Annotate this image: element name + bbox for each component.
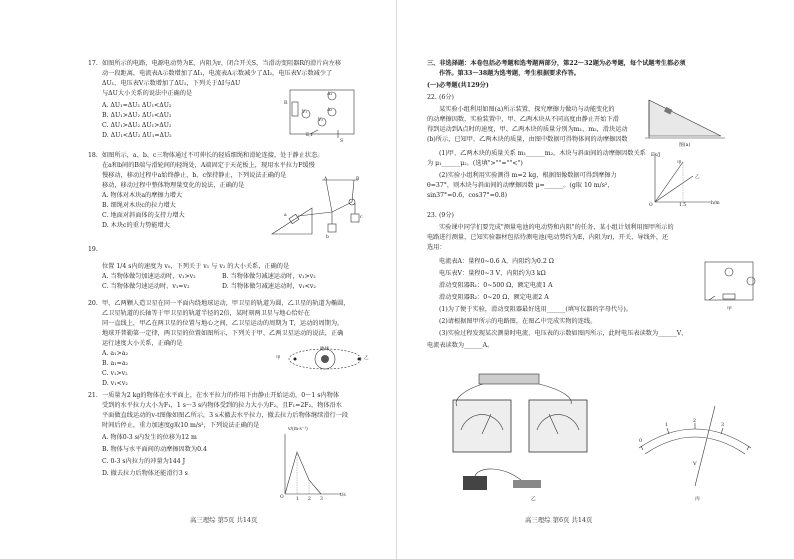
fig-label: h/m xyxy=(711,201,720,206)
q21-option-b: B. 物体与水平面间的动摩擦因数为0.4 xyxy=(102,446,207,453)
q23-equipment: 电压表V：量程0~3 V，内阻约为3 kΩ xyxy=(439,270,546,277)
fig-label: 2 xyxy=(308,497,311,502)
q22-score: (6分) xyxy=(439,94,454,101)
q22-item2c: sin37°=0.6，cos37°=0.8) xyxy=(427,192,508,199)
q23-number: 23. xyxy=(427,212,437,219)
q23-item3: (3)实验过程发现某次测量时电流、电压表的示数如图丙所示，此时电压表读数为______V， xyxy=(439,330,688,337)
fig-label: 1.5 xyxy=(679,203,687,208)
q18-line: 在a和b间的B端与滑轮间的轻绳处，A端固定于天花板上，现用水平拉力F缓慢 xyxy=(102,162,315,169)
block-c-icon xyxy=(351,214,359,222)
q20-option-a: A. a₁>a₂ xyxy=(102,350,128,357)
q18-line: 移动，移动过程中整体物理量变化的说法，正确的是 xyxy=(102,182,245,189)
q21-option-a: A. 物体0-3 s内发生的位移为12 m xyxy=(102,434,197,441)
q22-line: (b)所示，已知甲、乙两木块的质量，由图中数据可得物体间的动摩擦因数 xyxy=(427,136,628,143)
q22-item1b: 为 μ₁______μ₂。(选填">""=""<") xyxy=(427,160,523,167)
fig-label: 乙 xyxy=(695,175,700,180)
battery-icon xyxy=(463,476,487,490)
fig-label: 乙 xyxy=(531,497,536,502)
fig-label: O xyxy=(649,203,653,208)
q21-number: 21. xyxy=(88,392,98,399)
q17-line: 动一段距离，电流表A示数增加了ΔI₁，电流表A示数减少了ΔI₂，电压表V示数减少了 xyxy=(102,70,333,77)
q17-number: 17. xyxy=(88,60,98,67)
earth-icon xyxy=(321,355,329,363)
q20-line: 乙卫星轨道的长轴等于甲卫星的轨道半径的2倍，某时刻两卫星与地心恰好在 xyxy=(102,310,311,317)
q21-line: 受到的水平拉力大小为F₁，1 s～3 s内物体受到的拉力大小为F₂，且F₁=2F₂，物体沿水 xyxy=(102,402,342,409)
q17-option-a: A. ΔU₁=ΔU₂ ΔU₁<ΔU₂ xyxy=(102,102,172,109)
q21-line: 时间后停止，重力加速度g取10 m/s²，下列说法正确的是 xyxy=(102,422,260,429)
q23-line: 实验课中同学们要完成"测量电池的电动势和内阻"的任务，某小组计划利用图甲所示的 xyxy=(439,224,674,231)
q23-equipment: 滑动变阻器R₂：0~20 Ω，额定电流2 A xyxy=(439,294,549,301)
q23-item1: (1)为了便于实验，滑动变阻器最好选用______(填写仪器的字母代号)。 xyxy=(439,306,633,313)
q20-line: 甲、乙两颗人造卫星在同一平面内绕地球运动，甲卫星的轨道为圆，乙卫星的轨道为椭圆， xyxy=(102,300,350,307)
fig-label: O xyxy=(280,495,284,500)
q21-line: 平面做直线运动的v-t图像如图乙所示，3 s末撤去水平拉力，撤去拉力后物体继续滑行一段 xyxy=(102,412,349,419)
q22-item1: (1)甲、乙两木块的质量关系 m₁______m₂，木块与斜面间的动摩擦因数关系 xyxy=(439,150,646,157)
rheostat-icon xyxy=(479,374,539,384)
scale-label: 0 xyxy=(639,439,643,444)
left-footer: 高三理综 第5页 共14页 xyxy=(190,516,258,524)
q19-number: 19. xyxy=(88,246,98,253)
block-b-icon xyxy=(328,224,336,232)
scale-label: 2 xyxy=(693,419,697,424)
voltmeter-icon xyxy=(453,400,511,452)
fig-label: R xyxy=(284,101,288,106)
q18-option-b: B. 细绳对木块c的拉力增大 xyxy=(102,202,176,209)
q23-score: (9分) xyxy=(439,212,454,219)
q19-option-b: B. 当物体做匀减速运动时，v₁>v₂ xyxy=(222,273,316,280)
resistor-icon xyxy=(292,102,298,116)
right-footer: 高三理综 第6页 共14页 xyxy=(525,516,593,524)
q21-option-d: D. 撤去拉力后物体还能滑行3 s xyxy=(102,470,188,477)
fig-label: A xyxy=(324,177,328,182)
fig-label: 甲 xyxy=(727,307,732,312)
q19-option-a: A. 当物体做匀加速运动时，v₁>v₂ xyxy=(102,273,196,280)
q17-circuit-figure xyxy=(282,82,362,142)
fig-label: E,r xyxy=(306,133,313,138)
switch-icon xyxy=(513,480,541,488)
fig-label: v/(m·s⁻¹) xyxy=(288,427,308,432)
scale-label: 1 xyxy=(665,423,669,428)
section-title: 三、非选择题：本卷包括必考题和选考题两部分，第22～32题为必考题，每个试题考生都必须 xyxy=(427,60,686,67)
q23-equipment: 电流表A：量程0~0.6 A，内阻约为0.2 Ω xyxy=(439,258,554,265)
fig-label: c xyxy=(360,215,363,220)
q18-line: 如图所示，a、b、c三物体通过不可伸长的轻质细绳和滑轮连接，处于静止状态。 xyxy=(102,152,324,159)
fig-label: t/s xyxy=(340,493,346,498)
q18-number: 18. xyxy=(88,152,98,159)
q23-line: 电路进行测量，已知实验器材包括待测电池(电动势约为E，内阻为r)，开关、导线外，还 xyxy=(427,234,669,241)
voltmeter-icon xyxy=(725,268,733,276)
q22-number: 22. xyxy=(427,94,437,101)
q23-meter-scale xyxy=(633,392,757,492)
q22-figure-a xyxy=(645,96,725,142)
q22-item2b: θ=37°，则木块与斜面间的动摩擦因数 μ=______。(g取 10 m/s²， xyxy=(427,182,614,189)
q18-option-d: D. 木块c的重力势能增大 xyxy=(102,222,170,229)
fig-label: B xyxy=(356,177,360,182)
ammeter-icon xyxy=(529,400,587,452)
rheostat-icon xyxy=(723,294,735,299)
fig-label: 丙 xyxy=(695,497,700,502)
q19-line: 位置 1/4 s内的速度为 v₀，下列关于 v₁ 与 v₂ 的大小关系，正确的是 xyxy=(102,263,290,270)
q17-line: ΔU₁，电压表V示数增加了ΔU₂，下列关于ΔI与ΔU xyxy=(102,80,241,87)
fig-label: Ek/J xyxy=(651,153,661,158)
q20-line: 地球开普勒第一定律，两卫星的位置如图所示，下列关于甲、乙两卫星运动的说法，正确 xyxy=(102,330,344,337)
q19-option-d: D. 当物体做匀减速运动时，v₁<v₂ xyxy=(222,283,316,290)
q17-line: 如图所示的电路，电源电动势为E，内阻为r，闭合开关S，当滑动变阻器R的滑片向左移 xyxy=(102,60,342,67)
q23-circuit-figure xyxy=(699,256,759,306)
q17-option-c: C. ΔU₁>ΔU₂ ΔU₁>ΔU₂ xyxy=(102,122,172,129)
q20-number: 20. xyxy=(88,300,98,307)
q17-option-d: D. ΔU₁<ΔU₂ ΔU₁=ΔU₂ xyxy=(102,132,172,139)
q23-equipment: 滑动变阻器R₁：0~500 Ω，额定电流1 A xyxy=(439,282,553,289)
q19-option-c: C. 当物体做匀速运动时，v₁=v₂ xyxy=(102,283,190,290)
q23-apparatus-figure xyxy=(443,370,613,500)
fig-label: 图(a) xyxy=(679,143,691,148)
fig-label: 甲 xyxy=(276,356,281,361)
fig-label: S xyxy=(340,139,344,144)
q20-option-c: C. v₁>v₂ xyxy=(102,370,128,377)
q17-option-b: B. ΔU₁>ΔU₂ ΔU₁<ΔU₂ xyxy=(102,112,172,119)
q23-item2: (2)请根据图甲所示的电路图，在图乙中完成实物的连线。 xyxy=(439,318,597,325)
q20-option-b: B. a₁=a₂ xyxy=(102,360,129,367)
q23-line: 选用： xyxy=(427,244,446,251)
q21-line: 一质量为2 kg的物体在水平面上，在水平拉力的作用下由静止开始运动，0～1 s内物体 xyxy=(102,392,340,399)
fig-label: 乙 xyxy=(364,356,369,361)
satellite-icon xyxy=(294,358,297,361)
fig-label: V₁ xyxy=(302,110,308,115)
section-subtitle: (一)必考题(共129分) xyxy=(427,82,489,89)
fig-label: A₂ xyxy=(327,108,333,113)
q22-item2: (2)实验小组利用实验测得 m=2 kg，根据图像数据可得到摩擦力 xyxy=(439,172,617,179)
fig-label: 1 xyxy=(296,497,299,502)
right-page xyxy=(397,0,794,559)
q21-option-c: C. 0-3 s内拉力的冲量为144 J xyxy=(102,458,186,465)
fig-label: b xyxy=(326,235,329,240)
fig-label: A₁ xyxy=(327,92,333,97)
q22-line: 某实验小组利用如图(a)所示装置，探究摩擦力做功与动能变化的 xyxy=(439,106,615,113)
q17-line: 与ΔU大小关系的说法中正确的是 xyxy=(102,90,193,97)
fig-label: 地球 xyxy=(320,347,329,352)
q18-option-a: A. 物体对木块a的摩擦力增大 xyxy=(102,192,183,199)
q23-item3b: 电流表读数为______A。 xyxy=(427,342,494,349)
fig-label: V₂ xyxy=(318,118,324,123)
fig-label: 甲 xyxy=(677,161,682,166)
ammeter-icon xyxy=(747,277,755,285)
scale-unit: V xyxy=(693,461,697,467)
q22-line: 的动摩擦因数，实验装置中，甲、乙两木块从不同高度由静止开始下滑 xyxy=(427,116,619,123)
q18-line: 慢移动，移动过程中a始终静止，b、c保持静止，下列说法正确的是 xyxy=(102,172,287,179)
q20-option-d: D. v₁<v₂ xyxy=(102,380,128,387)
section-title: 作答。第33～38题为选考题，考生根据要求作答。 xyxy=(439,70,580,77)
q22-figure-b xyxy=(647,152,717,208)
fig-label: a xyxy=(284,213,287,218)
q18-pulley-figure xyxy=(262,178,362,238)
scale-label: 3 xyxy=(721,423,725,428)
q18-option-c: C. 地面对斜面体的支持力增大 xyxy=(102,212,185,219)
q22-line: 得到运动到A点时的速度，甲、乙两木块的质量分别为m₁、m₂，滑块运动 xyxy=(427,126,628,133)
q20-line: 同一直线上，甲乙在两卫星的位置与地心之间，乙卫星运动的周期为 T，运动的周期为， xyxy=(102,320,344,327)
q21-vt-graph xyxy=(275,430,345,500)
q20-line: 运行速度大小关系，正确的是 xyxy=(102,340,183,347)
fig-label: 3 xyxy=(320,497,323,502)
satellite-icon xyxy=(358,358,361,361)
